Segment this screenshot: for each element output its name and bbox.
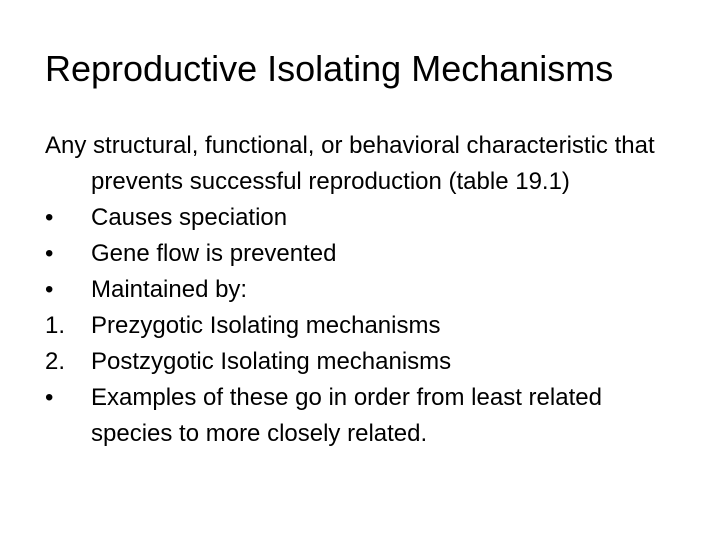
slide-title: Reproductive Isolating Mechanisms <box>45 48 614 89</box>
bullet-marker: • <box>45 384 54 411</box>
list-item-text: Gene flow is prevented <box>91 240 337 267</box>
number-marker: 2. <box>45 348 66 375</box>
list-item-text: Prezygotic Isolating mechanisms <box>91 312 441 339</box>
intro-paragraph: Any structural, functional, or behavioral characteristic that prevents successful reproduction (table 19.1) <box>45 132 655 195</box>
list-item-text: Examples of these go in order from least related species to more closely related. <box>91 384 602 447</box>
slide-body <box>45 128 685 452</box>
list-item-prezygotic <box>45 308 685 344</box>
list-item-examples <box>45 380 685 452</box>
list-item-text: Postzygotic Isolating mechanisms <box>91 348 452 375</box>
list-item-text: Maintained by: <box>91 276 248 303</box>
bullet-marker: • <box>45 276 54 303</box>
list-item-maintained-by <box>45 272 685 308</box>
list-item-postzygotic <box>45 344 685 380</box>
number-marker: 1. <box>45 312 66 339</box>
list-item-text: Causes speciation <box>91 204 288 231</box>
bullet-marker: • <box>45 204 54 231</box>
list-item-causes-speciation <box>45 200 685 236</box>
bullet-marker: • <box>45 240 54 267</box>
list-item-gene-flow <box>45 236 685 272</box>
